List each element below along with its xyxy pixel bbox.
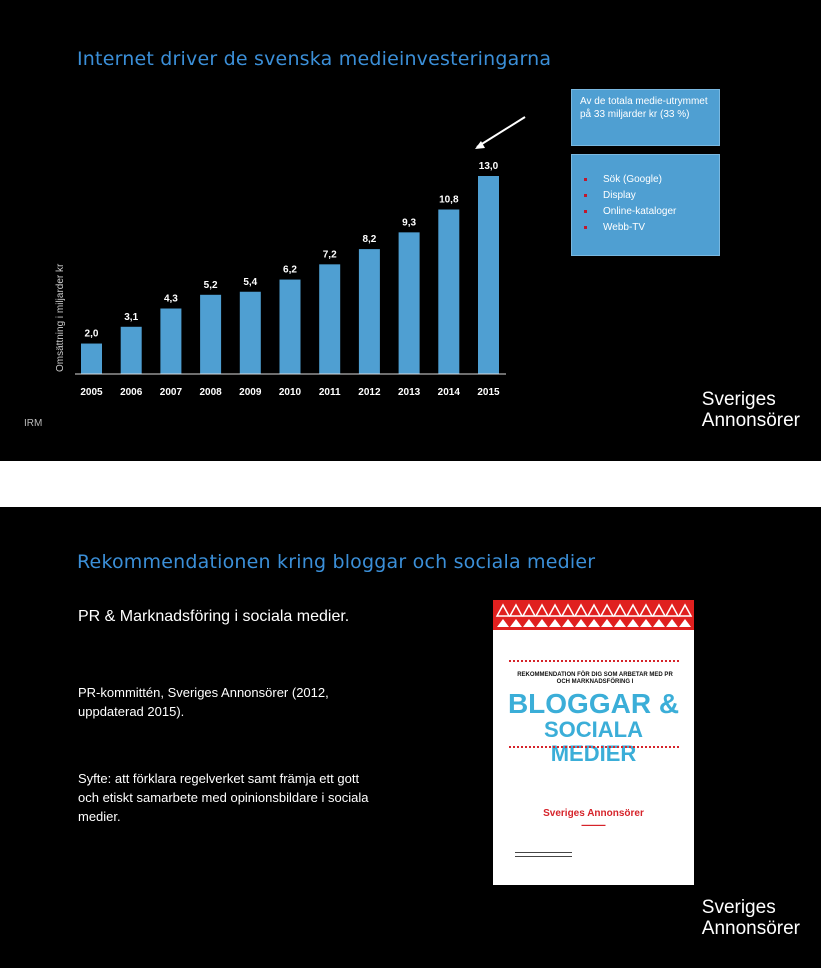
x-tick-label: 2009	[239, 387, 262, 398]
x-tick-label: 2014	[437, 387, 460, 398]
triangle-mark	[588, 605, 600, 616]
callout-arrow	[477, 117, 525, 147]
x-tick-label: 2013	[397, 387, 421, 398]
triangle-mark	[549, 619, 561, 627]
x-tick-label: 2006	[120, 387, 143, 398]
bar-2009	[240, 292, 261, 374]
cover-brand: Sveriges Annonsörer	[543, 808, 644, 819]
value-label: 5,4	[243, 276, 258, 288]
triangle-mark	[614, 619, 626, 627]
triangle-mark	[601, 619, 613, 627]
triangle-mark	[614, 605, 626, 616]
callout-list-item: Webb-TV	[580, 220, 711, 236]
value-label: 2,0	[84, 328, 99, 340]
value-label: 5,2	[203, 279, 218, 291]
cover-fineprint: ▬▬▬▬▬▬▬▬▬▬▬▬▬▬▬▬▬▬▬ ▬▬▬▬▬▬▬▬▬▬▬▬▬▬▬▬▬▬▬	[515, 850, 572, 858]
bullet-icon	[584, 194, 587, 197]
brand-logo: Sveriges Annonsörer	[701, 897, 800, 939]
triangle-mark	[536, 619, 548, 627]
triangle-mark	[627, 619, 639, 627]
slide-title: Internet driver de svenska medieinvesteringarna	[77, 48, 552, 70]
value-label: 7,2	[322, 249, 337, 261]
triangle-mark	[575, 619, 587, 627]
cover-title-line1: BLOGGAR &	[507, 688, 680, 719]
bar-2007	[160, 309, 181, 374]
triangle-mark	[562, 605, 574, 616]
bar-2005	[81, 344, 102, 374]
triangle-mark	[523, 605, 535, 616]
triangle-mark	[679, 619, 691, 627]
callout-list-item: Display	[580, 188, 711, 204]
x-tick-label: 2012	[358, 387, 381, 398]
slide-heading: PR & Marknadsföring i sociala medier.	[78, 608, 350, 625]
x-tick-label: 2008	[199, 387, 222, 398]
triangle-mark	[510, 619, 522, 627]
value-label: 6,2	[283, 264, 297, 276]
cover-pattern-band	[493, 600, 694, 630]
x-tick-label: 2005	[80, 387, 103, 398]
bullet-icon	[584, 178, 587, 181]
triangle-mark	[510, 605, 522, 616]
triangle-mark	[601, 605, 613, 616]
bar-2015	[478, 176, 499, 374]
triangle-pattern-icon	[493, 600, 694, 630]
brand-logo: Sveriges Annonsörer	[701, 389, 800, 431]
triangle-mark	[523, 619, 535, 627]
triangle-mark	[575, 605, 587, 616]
value-label: 4,3	[163, 293, 178, 305]
callout-list-item: Online-kataloger	[580, 204, 711, 220]
bar-2006	[121, 327, 142, 374]
triangle-mark	[640, 605, 652, 616]
x-tick-label: 2010	[278, 387, 302, 398]
slide-internet-investments	[0, 0, 821, 461]
callout-total: Av de totala medie-utrymmet på 33 miljarder kr (33 %)	[571, 89, 720, 146]
bar-2011	[319, 264, 340, 374]
cover-subtext: ▬▬▬▬▬▬	[581, 822, 606, 827]
value-label: 10,8	[439, 194, 459, 206]
triangle-mark	[653, 619, 665, 627]
slide-recommendation	[0, 507, 821, 968]
slide-title: Rekommendationen kring bloggar och sociala medier	[77, 551, 596, 573]
triangle-mark	[627, 605, 639, 616]
x-tick-label: 2007	[159, 387, 183, 398]
bar-2013	[399, 232, 420, 374]
bar-2012	[359, 249, 380, 374]
value-label: 13,0	[478, 161, 499, 172]
author-paragraph: PR-kommittén, Sveriges Annonsörer (2012, uppdaterad 2015).	[78, 685, 329, 719]
triangle-mark	[536, 605, 548, 616]
bullet-icon	[584, 210, 587, 213]
callout-list-box	[571, 154, 720, 256]
triangle-mark	[666, 619, 678, 627]
triangle-mark	[588, 619, 600, 627]
purpose-paragraph: Syfte: att förklara regelverket samt främja ett gott och etiskt samarbete med opinionsbildare i sociala medier.	[78, 771, 369, 824]
value-label: 3,1	[124, 311, 139, 323]
bars-group	[80, 161, 500, 398]
cover-dotted-line	[509, 660, 679, 662]
triangle-mark	[640, 619, 652, 627]
triangle-mark	[679, 605, 691, 616]
triangle-mark	[497, 619, 509, 627]
source-label: IRM	[24, 418, 43, 429]
triangle-mark	[549, 605, 561, 616]
y-axis-label: Omsättning i miljarder kr	[55, 263, 66, 372]
triangle-mark	[666, 605, 678, 616]
callout-list-item: Sök (Google)	[580, 172, 711, 188]
triangle-mark	[653, 605, 665, 616]
bar-2010	[280, 280, 301, 374]
triangle-mark	[497, 605, 509, 616]
x-tick-label: 2011	[318, 387, 341, 398]
triangle-mark	[562, 619, 574, 627]
value-label: 9,3	[402, 217, 417, 229]
x-tick-label: 2015	[477, 387, 500, 398]
cover-kicker: REKOMMENDATION FÖR DIG SOM ARBETAR MED PR OCH MARKNADSFÖRING I	[517, 672, 673, 685]
cover-dotted-line	[509, 746, 679, 748]
document-cover-image	[493, 600, 694, 885]
bar-2014	[438, 210, 459, 374]
bar-2008	[200, 295, 221, 374]
value-label: 8,2	[362, 234, 377, 246]
bullet-icon	[584, 226, 587, 229]
cover-title-line2: SOCIALA MEDIER	[544, 717, 643, 766]
